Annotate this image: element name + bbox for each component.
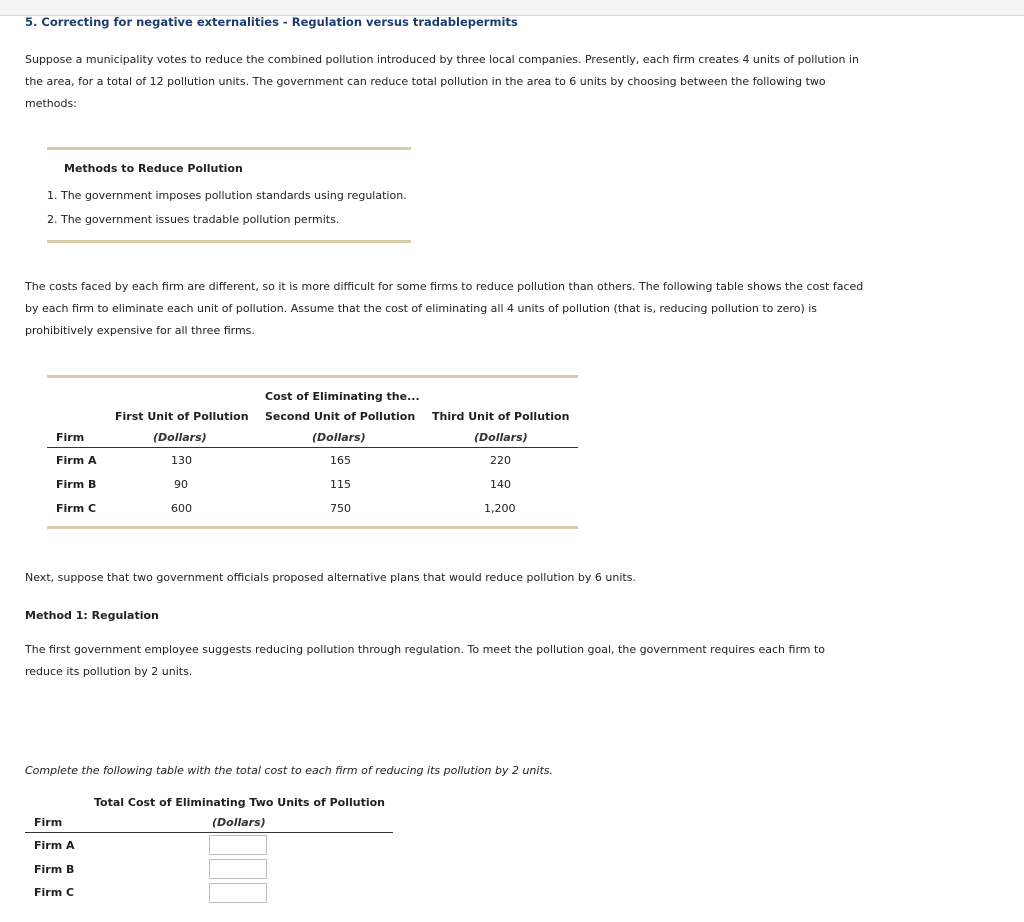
- cost-a-second: 165: [330, 454, 351, 467]
- header-divider: [47, 447, 578, 448]
- methods-title: Methods to Reduce Pollution: [64, 162, 243, 175]
- intro-paragraph: Suppose a municipality votes to reduce the combined pollution introduced by three local companies. Presently, each firm creates 4 units of pollution in the area, for a total of 12 pollution units. The government can reduce total pollution in the area to 6 units by choosing between the following two methods:: [25, 53, 859, 110]
- col-unit-first: (Dollars): [153, 431, 207, 444]
- methods-box: [47, 147, 411, 243]
- question-title: 5. Correcting for negative externalities - Regulation versus tradablepermits: [25, 15, 518, 29]
- cost-table: [47, 375, 578, 529]
- col-header-second-unit: Second Unit of Pollution: [265, 410, 416, 423]
- row-firm-c: Firm C: [56, 502, 97, 515]
- cost-a-first: 130: [171, 454, 192, 467]
- cost-b-third: 140: [490, 478, 511, 491]
- total-firm-header: Firm: [34, 816, 63, 829]
- cost-c-third: 1,200: [484, 502, 516, 515]
- instruction-text: Complete the following table with the total cost to each firm of reducing its pollution by 2 units.: [25, 764, 553, 777]
- col-unit-second: (Dollars): [312, 431, 366, 444]
- col-header-third-unit: Third Unit of Pollution: [432, 410, 570, 423]
- firm-c-total-cost-input[interactable]: [209, 883, 267, 903]
- cost-b-first: 90: [174, 478, 188, 491]
- total-row-firm-b: Firm B: [34, 863, 75, 876]
- row-firm-b: Firm B: [56, 478, 97, 491]
- cost-group-header: Cost of Eliminating the...: [265, 390, 420, 403]
- costs-paragraph: The costs faced by each firm are different, so it is more difficult for some firms to reduce pollution than others. The following table shows the cost faced by each firm to eliminate each unit of pollution. Assume that the cost of eliminating all 4 units of pollution (that is, reducing pollution to zero) is prohibitively expensive for all three firms.: [25, 280, 864, 337]
- cost-a-third: 220: [490, 454, 511, 467]
- row-firm-a: Firm A: [56, 454, 97, 467]
- plans-paragraph: Next, suppose that two government officials proposed alternative plans that would reduce pollution by 6 units.: [25, 571, 636, 584]
- cost-b-second: 115: [330, 478, 351, 491]
- method-item-permits: 2. The government issues tradable pollution permits.: [47, 213, 340, 226]
- cost-c-first: 600: [171, 502, 192, 515]
- total-col-header: Total Cost of Eliminating Two Units of Pollution: [94, 796, 386, 809]
- method1-heading: Method 1: Regulation: [25, 609, 159, 622]
- col-header-first-unit: First Unit of Pollution: [115, 410, 249, 423]
- methods-list: [47, 184, 407, 232]
- col-header-firm: Firm: [56, 431, 85, 444]
- method1-paragraph: The first government employee suggests reducing pollution through regulation. To meet the pollution goal, the government requires each firm to reduce its pollution by 2 units.: [25, 643, 826, 678]
- firm-a-total-cost-input[interactable]: [209, 835, 267, 855]
- total-row-firm-c: Firm C: [34, 886, 75, 899]
- cost-c-second: 750: [330, 502, 351, 515]
- total-col-unit: (Dollars): [212, 816, 266, 829]
- total-header-divider: [25, 832, 393, 833]
- method-item-regulation: 1. The government imposes pollution standards using regulation.: [47, 189, 407, 202]
- total-row-firm-a: Firm A: [34, 839, 75, 852]
- top-bar: [0, 0, 1024, 16]
- firm-b-total-cost-input[interactable]: [209, 859, 267, 879]
- col-unit-third: (Dollars): [474, 431, 528, 444]
